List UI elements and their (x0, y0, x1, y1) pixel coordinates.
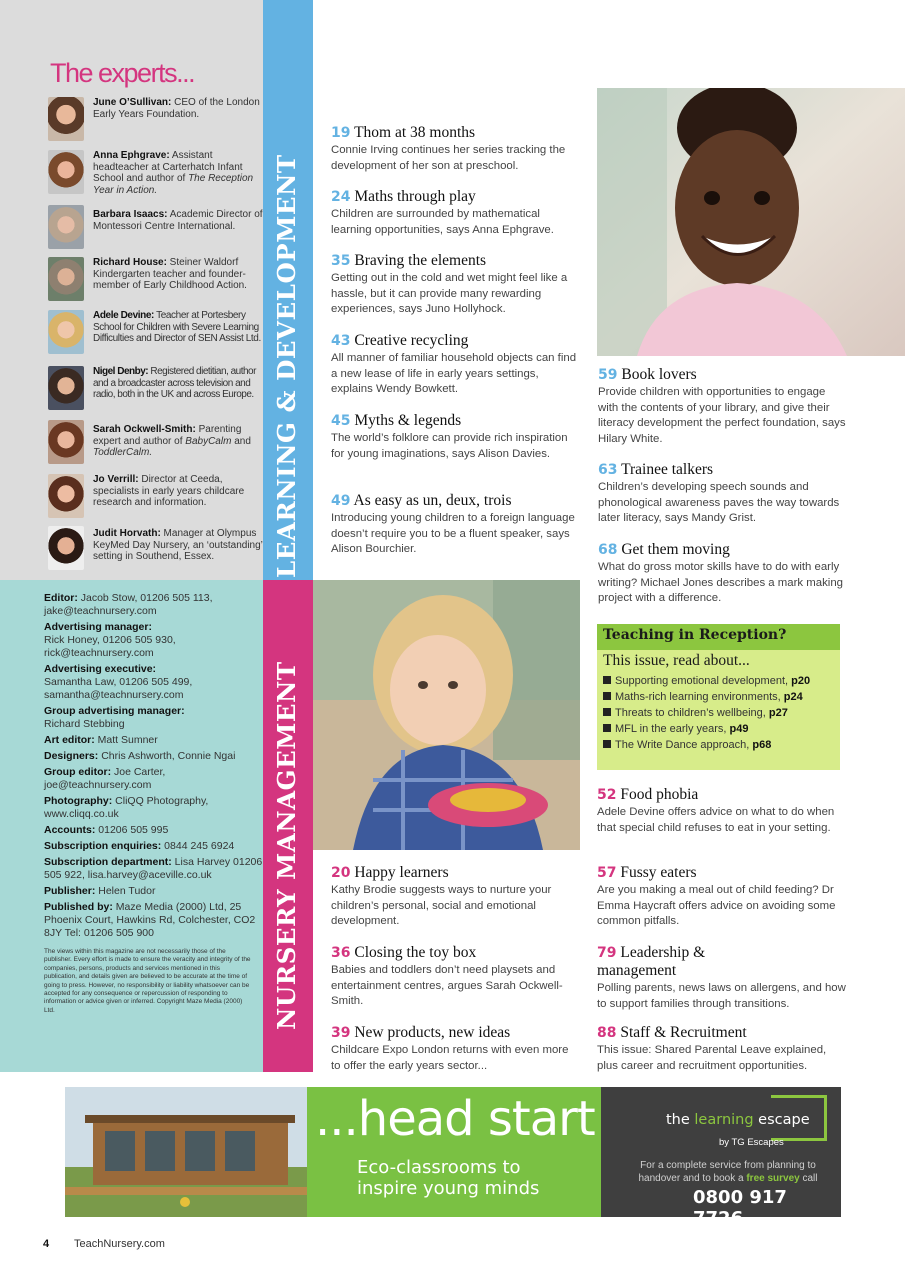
expert-desc: CEO of the London Early Years Foundation. (93, 97, 260, 120)
staff-ad-executive: Advertising executive: Samantha Law, 01206 505 499, samantha@teachnursery.com (44, 663, 193, 701)
article-title: 59 Book lovers (598, 366, 697, 383)
expert-desc: Academic Director of Montessori Centre International. (93, 209, 263, 232)
expert-book: The Reception Year in Action. (93, 173, 254, 196)
reception-item[interactable]: Maths-rich learning environments, p24 (597, 689, 840, 705)
staff-group-ad: Group advertising manager: Richard Stebbing (44, 705, 185, 730)
reception-title: Teaching in Reception? (597, 624, 840, 650)
article-title: 39 New products, new ideas (331, 1024, 511, 1041)
article-title: 57 Fussy eaters (597, 864, 697, 881)
expert-photo (48, 420, 84, 464)
photo-smiling-girl (597, 88, 905, 356)
article-item[interactable] (331, 252, 581, 318)
expert-photo (48, 257, 84, 301)
staff-sub-enquiries: Subscription enquiries: 0844 245 6924 (44, 840, 235, 852)
article-desc: Are you making a meal out of child feeding? Dr Emma Haycraft offers advice on avoiding some common pitfalls. (597, 884, 836, 927)
experts-panel: The experts... June O’Sullivan: CEO of the London Early Years Foundation. Anna Ephgrave: Assistant headteacher at Carterhatch Infant School and author of The Reception Year in Action. Barbara Isaacs: Academic Director of Montessori Centre International. Richard House: Steiner Waldorf Kindergarten teacher and founder-member of Early Childhood Action. Adele Devine: Teacher at Portesbery School for Children with Severe Learning Difficulties and Director of SEN Assist Ltd. Nigel Denby: Registered dietitian, author and a broadcaster across television and radio, both in the UK and across Europe. Sarah Ockwell-Smith: Parenting expert and author of BabyCalm and ToddlerCalm. Jo Verrill: Director at Ceeda, specialists in early years childcare research and information. Judit Horvath: Manager at Olympus KeyMed Day Nursery, an ‘outstanding’ setting in Southend, Essex. (0, 0, 263, 580)
expert-name: June O’Sullivan: (93, 97, 172, 108)
article-item[interactable] (331, 412, 581, 462)
expert-desc: Teacher at Portesbery School for Children with Severe Learning Difficulties and Director of SEN Assist Ltd. (93, 310, 261, 344)
article-item[interactable] (598, 366, 848, 447)
article-title: 68 Get them moving (598, 541, 730, 558)
disclaimer: The views within this magazine are not necessarily those of the publisher. Every effort is made to ensure the veracity and integrity of the companies, persons, products and services mentioned in this publication, and details given are believed to be accurate at the time of going to press. However, no responsibility or liability whatsoever can be accepted for any consequence or repercussion of responding to information or advice given or inferred. Copyright Maze Media (2000) Ltd. (44, 948, 251, 1014)
article-title: 20 Happy learners (331, 864, 449, 881)
child-illustration (313, 580, 580, 850)
expert-photo (48, 526, 84, 570)
article-title: 36 Closing the toy box (331, 944, 477, 961)
section-label-learning: LEARNING & DEVELOPMENT (272, 154, 301, 578)
reception-item[interactable]: Supporting emotional development, p20 (597, 673, 840, 689)
staff-designers: Designers: Chris Ashworth, Connie Ngai (44, 750, 236, 762)
article-item[interactable] (598, 461, 848, 527)
expert-photo (48, 474, 84, 518)
expert-name: Judit Horvath: (93, 528, 161, 539)
staff-accounts: Accounts: 01206 505 995 (44, 824, 169, 836)
advert-brand-panel (601, 1087, 841, 1229)
staff-sub-department: Subscription department: Lisa Harvey 01206 505 922, lisa.harvey@aceville.co.uk (44, 856, 263, 881)
expert-desc: Registered dietitian, author and a broadcaster across television and radio, both in the UK and across Europe. (93, 366, 256, 400)
reception-box (597, 624, 840, 770)
eco-classroom-illustration (65, 1087, 307, 1217)
expert-name: Anna Ephgrave: (93, 150, 170, 161)
brand-name: the learning escape (666, 1112, 810, 1128)
article-title: 79 Leadership & management (597, 944, 706, 979)
section-label-nursery: NURSERY MANAGEMENT (272, 661, 301, 1030)
section-bar-nursery (263, 580, 313, 1072)
staff-published-by: Published by: Maze Media (2000) Ltd, 25 Phoenix Court, Hawkins Rd, Colchester, CO2 8JY Tel: 01206 505 900 (44, 901, 256, 939)
advert-photo-classroom (65, 1087, 307, 1217)
article-title: 49 As easy as un, deux, trois (331, 492, 512, 509)
section-bar-learning (263, 0, 313, 580)
expert-name: Adele Devine: (93, 310, 154, 321)
reception-item[interactable]: Threats to children’s wellbeing, p27 (597, 705, 840, 721)
staff-editor: Editor: Jacob Stow, 01206 505 113, jake@teachnursery.com (44, 592, 213, 617)
article-item[interactable] (331, 492, 581, 558)
expert-name: Barbara Isaacs: (93, 209, 168, 220)
article-desc: Introducing young children to a foreign language doesn’t require you to be a fluent speaker, says Alison Bourchier. (331, 512, 575, 555)
article-desc: Kathy Brodie suggests ways to nurture your children’s personal, social and emotional development. (331, 884, 552, 927)
reception-subtitle: This issue, read about... (603, 652, 750, 669)
article-item[interactable] (597, 864, 847, 930)
expert-book: ToddlerCalm. (93, 447, 153, 458)
article-desc: Children are surrounded by mathematical learning opportunities, says Anna Ephgrave. (331, 208, 554, 236)
staff-publisher: Publisher: Helen Tudor (44, 885, 156, 897)
bullet-square-icon (603, 692, 611, 700)
staff-group-editor: Group editor: Joe Carter, joe@teachnursery.com (44, 766, 166, 791)
article-desc: Children’s developing speech sounds and phonological awareness paves the way towards later literacy, says Mandy Grist. (598, 481, 840, 524)
article-desc: All manner of familiar household objects can find a new lease of life in early years settings, explains Wendy Bowkett. (331, 352, 577, 395)
article-desc: This issue: Shared Parental Leave explained, plus career and recruitment opportunities. (597, 1044, 827, 1072)
expert-photo (48, 310, 84, 354)
expert-book: BabyCalm (185, 435, 232, 447)
article-desc: Connie Irving continues her series tracking the development of her son at preschool. (331, 144, 566, 172)
expert-desc: Assistant headteacher at Carterhatch Infant School and author of (93, 150, 243, 184)
article-desc: What do gross motor skills have to do with early writing? Michael Jones describes a mark making project with a difference. (598, 561, 843, 604)
article-item[interactable] (597, 786, 847, 836)
staff-photography: Photography: CliQQ Photography, www.cliqq.co.uk (44, 795, 209, 820)
advert-banner[interactable] (65, 1087, 841, 1229)
article-item[interactable] (331, 188, 581, 238)
footer-site: TeachNursery.com (74, 1238, 165, 1250)
article-desc: Provide children with opportunities to engage with the contents of your library, and give their literacy development the perfect foundation, says Hilary White. (598, 386, 846, 445)
article-title: 43 Creative recycling (331, 332, 469, 349)
expert-photo (48, 366, 84, 410)
article-item[interactable] (331, 1024, 581, 1074)
expert-desc: Steiner Waldorf Kindergarten teacher and founder-member of Early Childhood Action. (93, 257, 247, 291)
bullet-square-icon (603, 740, 611, 748)
article-title: 24 Maths through play (331, 188, 476, 205)
article-title: 88 Staff & Recruitment (597, 1024, 747, 1041)
article-desc: The world’s folklore can provide rich inspiration for young imaginations, says Alison Davies. (331, 432, 568, 460)
bullet-square-icon (603, 724, 611, 732)
staff-panel (0, 580, 263, 1072)
brand-byline: by TG Escapes (719, 1137, 784, 1148)
expert-desc: Manager at Olympus KeyMed Day Nursery, an ‘outstanding’ setting in Southend, Essex. (93, 528, 263, 562)
expert-name: Richard House: (93, 257, 167, 268)
expert-photo (48, 205, 84, 249)
article-desc: Adele Devine offers advice on what to do when that special child refuses to eat in your setting. (597, 806, 835, 834)
advert-headline: ...head start (315, 1091, 595, 1147)
reception-item[interactable]: MFL in the early years, p49 (597, 721, 840, 737)
article-item[interactable] (598, 541, 848, 607)
article-item[interactable] (331, 332, 581, 398)
advert-headline-panel (307, 1087, 601, 1217)
article-title: 52 Food phobia (597, 786, 699, 803)
article-title: 45 Myths & legends (331, 412, 462, 429)
expert-photo (48, 97, 84, 141)
expert-name: Nigel Denby: (93, 366, 149, 377)
expert-desc: Director at Ceeda, specialists in early years childcare research and information. (93, 474, 245, 508)
article-title: 19 Thom at 38 months (331, 124, 476, 141)
page-number: 4 (43, 1238, 50, 1250)
expert-desc: Parenting expert and author of (93, 424, 242, 447)
staff-ad-manager: Advertising manager: Rick Honey, 01206 505 930, rick@teachnursery.com (44, 621, 176, 659)
expert-name: Jo Verrill: (93, 474, 139, 485)
article-desc: Childcare Expo London returns with even more to offer the early years sector... (331, 1044, 569, 1072)
expert-photo (48, 150, 84, 194)
article-desc: Polling parents, news laws on allergens, and how to support families through transitions. (597, 982, 846, 1010)
article-item[interactable] (331, 944, 581, 1010)
photo-child-eating (313, 580, 580, 850)
advert-description: For a complete service from planning to handover and to book a free survey call (638, 1160, 818, 1184)
article-title: 35 Braving the elements (331, 252, 487, 269)
bullet-square-icon (603, 676, 611, 684)
bullet-square-icon (603, 708, 611, 716)
advert-subline: Eco-classrooms to inspire young minds (357, 1157, 540, 1199)
reception-item[interactable]: The Write Dance approach, p68 (597, 737, 840, 753)
expert-name: Sarah Ockwell-Smith: (93, 424, 196, 435)
article-item[interactable] (331, 124, 581, 174)
girl-illustration (597, 88, 905, 356)
article-item[interactable] (331, 864, 581, 930)
experts-title: The experts... (50, 58, 195, 88)
article-item[interactable] (597, 944, 847, 1012)
article-item[interactable] (597, 1024, 847, 1074)
advert-phone[interactable]: 0800 917 7726 (693, 1187, 787, 1229)
article-desc: Getting out in the cold and wet might feel like a hassle, but it can provide many rewarding experiences, says Juno Hollyhock. (331, 272, 568, 315)
article-desc: Babies and toddlers don’t need playsets and entertainment centres, argues Sarah Ockwell-Smith. (331, 964, 563, 1007)
article-title: 63 Trainee talkers (598, 461, 714, 478)
staff-art-editor: Art editor: Matt Sumner (44, 734, 158, 746)
